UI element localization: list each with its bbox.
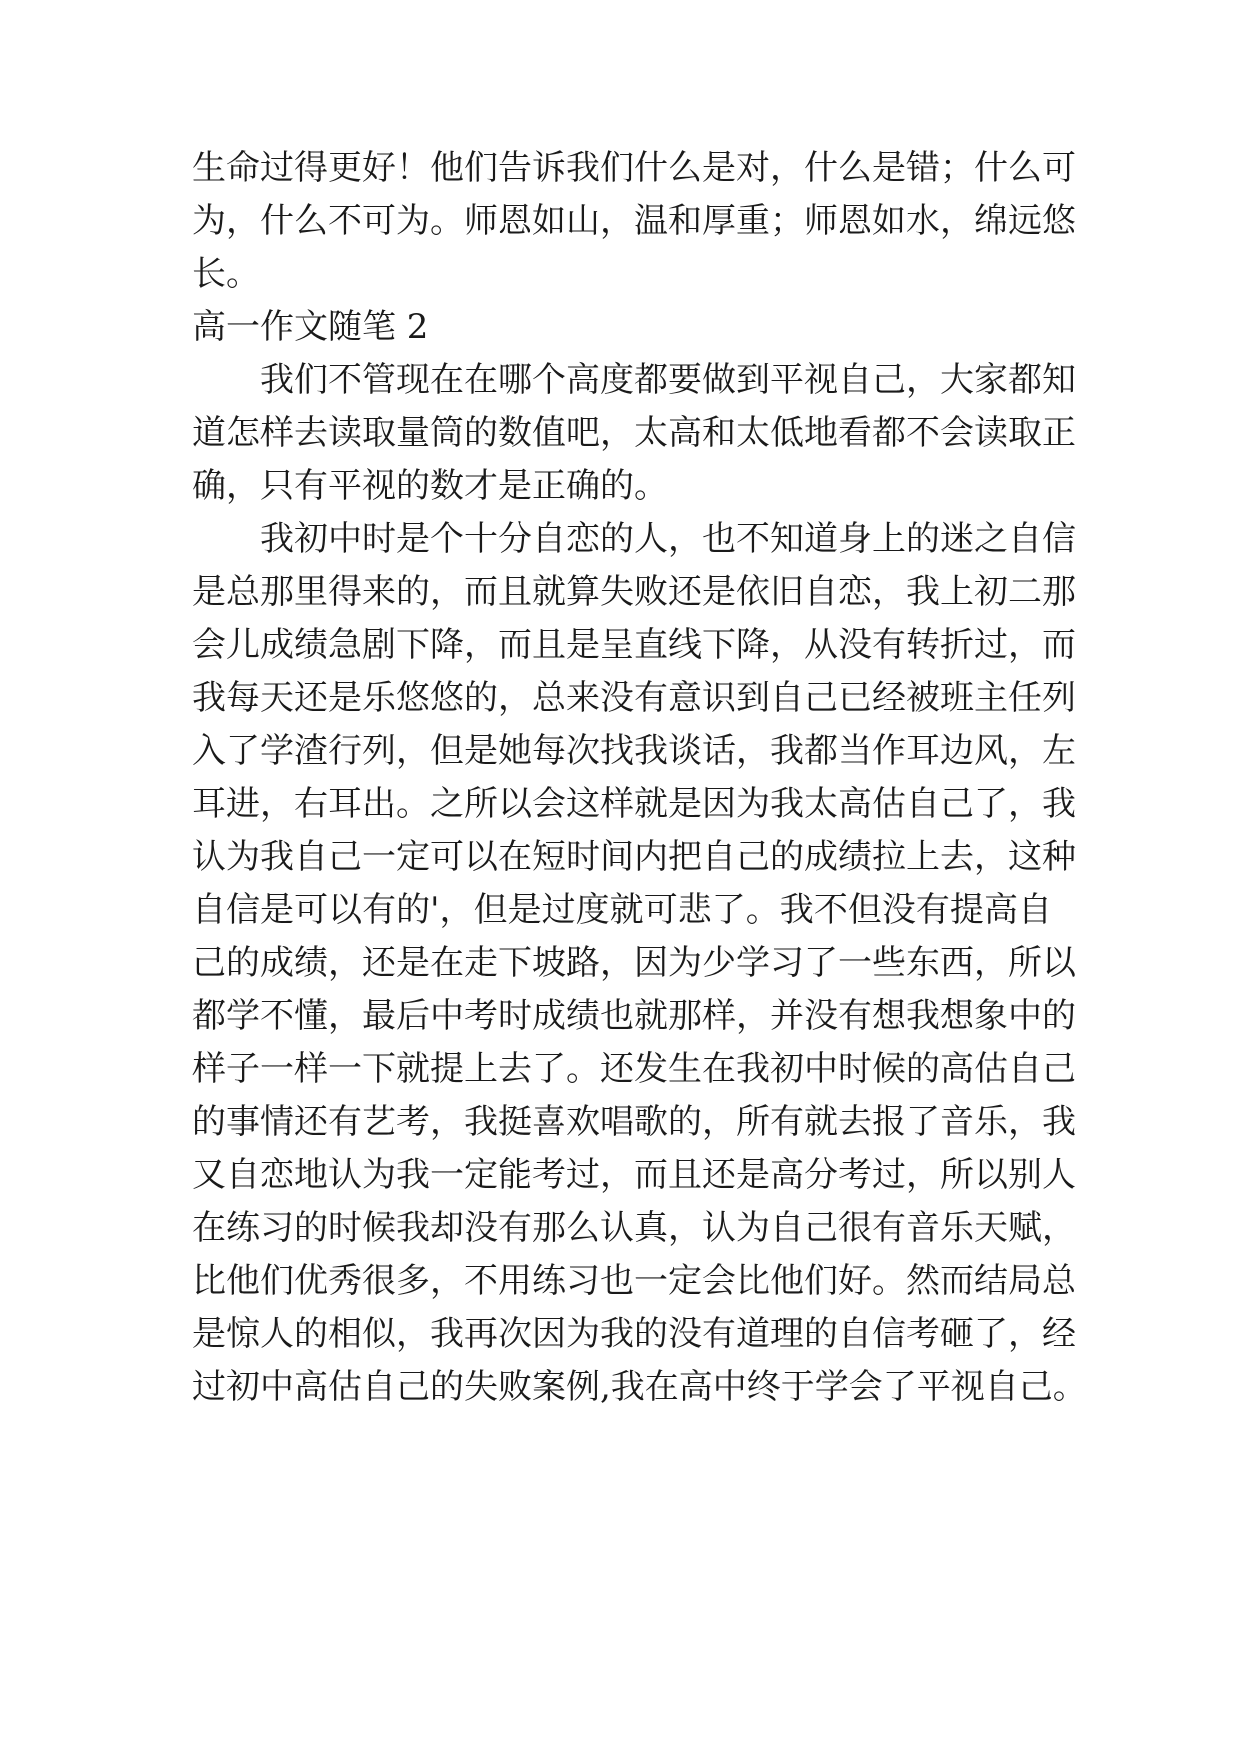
paragraph-1-line-1: 生命过得更好！他们告诉我们什么是对，什么是错；什么可	[192, 148, 1076, 188]
paragraph-2-line-1: 我们不管现在在哪个高度都要做到平视自己，大家都知	[260, 360, 1076, 400]
paragraph-2-line-3: 确，只有平视的数才是正确的。	[192, 466, 668, 506]
paragraph-3-line-9: 己的成绩，还是在走下坡路，因为少学习了一些东西，所以	[192, 943, 1076, 983]
paragraph-1-line-3: 长。	[192, 254, 260, 294]
paragraph-3-line-3: 会儿成绩急剧下降，而且是呈直线下降，从没有转折过，而	[192, 625, 1076, 665]
paragraph-3-line-1: 我初中时是个十分自恋的人，也不知道身上的迷之自信	[260, 519, 1076, 559]
paragraph-3-line-12: 的事情还有艺考，我挺喜欢唱歌的，所有就去报了音乐，我	[192, 1102, 1076, 1142]
paragraph-3-line-5: 入了学渣行列，但是她每次找我谈话，我都当作耳边风，左	[192, 731, 1076, 771]
paragraph-3-line-15: 比他们优秀很多，不用练习也一定会比他们好。然而结局总	[192, 1261, 1076, 1301]
paragraph-3-line-11: 样子一样一下就提上去了。还发生在我初中时候的高估自己	[192, 1049, 1076, 1089]
section-heading: 高一作文随笔 2	[192, 307, 429, 347]
paragraph-3-line-4: 我每天还是乐悠悠的，总来没有意识到自己已经被班主任列	[192, 678, 1076, 718]
paragraph-3-line-17: 过初中高估自己的失败案例,我在高中终于学会了平视自己。	[192, 1367, 1087, 1407]
paragraph-3-line-7: 认为我自己一定可以在短时间内把自己的成绩拉上去，这种	[192, 837, 1076, 877]
paragraph-3-line-14: 在练习的时候我却没有那么认真，认为自己很有音乐天赋，	[192, 1208, 1076, 1248]
paragraph-3-line-2: 是总那里得来的，而且就算失败还是依旧自恋，我上初二那	[192, 572, 1076, 612]
paragraph-3-line-13: 又自恋地认为我一定能考过，而且还是高分考过，所以别人	[192, 1155, 1076, 1195]
paragraph-2-line-2: 道怎样去读取量筒的数值吧，太高和太低地看都不会读取正	[192, 413, 1076, 453]
paragraph-3-line-8: 自信是可以有的'，但是过度就可悲了。我不但没有提高自	[192, 890, 1052, 930]
paragraph-3-line-10: 都学不懂，最后中考时成绩也就那样，并没有想我想象中的	[192, 996, 1076, 1036]
paragraph-1-line-2: 为，什么不可为。师恩如山，温和厚重；师恩如水，绵远悠	[192, 201, 1076, 241]
paragraph-3-line-6: 耳进，右耳出。之所以会这样就是因为我太高估自己了，我	[192, 784, 1076, 824]
paragraph-3-line-16: 是惊人的相似，我再次因为我的没有道理的自信考砸了，经	[192, 1314, 1076, 1354]
